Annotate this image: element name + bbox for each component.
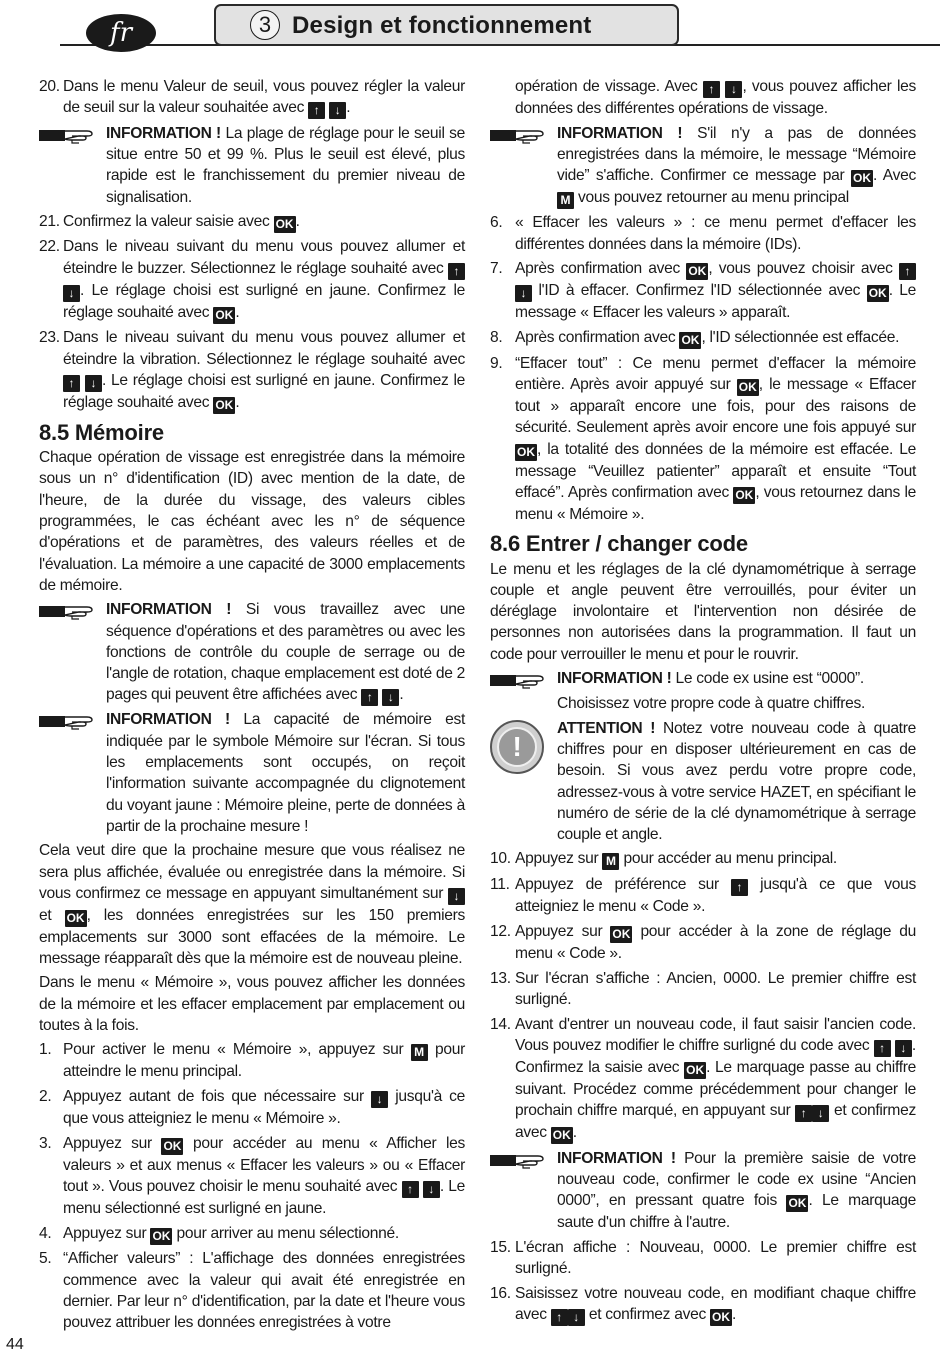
menu-m-key-icon: M [602, 853, 619, 870]
list-item [39, 1039, 465, 1082]
information-label: INFORMATION ! [557, 1149, 676, 1167]
exclamation-warning-icon: ! [490, 720, 544, 774]
item-text: L'écran affiche : Nouveau, 0000. Le premier chiffre est surligné. [515, 1238, 916, 1277]
down-arrow-key-icon: ↓ [371, 1091, 388, 1108]
list-item [39, 1133, 465, 1220]
up-arrow-key-icon: ↑ [703, 81, 720, 98]
information-text: . [399, 686, 404, 704]
up-arrow-key-icon: ↑ [551, 1309, 568, 1326]
paragraph-text: Cela veut dire que la prochaine mesure que vous réalisez ne sera plus affichée, évaluée ou enregistrée dans la mémoire. Si vous confirmez ce message en appuyant simultanément sur [39, 842, 465, 902]
down-arrow-key-icon: ↓ [63, 285, 80, 302]
item-text: Appuyez sur [63, 1224, 147, 1242]
list-item [490, 968, 916, 1011]
item-number: 13. [490, 969, 511, 987]
ok-key-icon: OK [275, 216, 294, 231]
item-text: “Afficher valeurs” : L'affichage des données enregistrées commence avec la valeur qui avait été enregistrée en dernier. Par leur n° d'identification, par la date et l'heure vous pouvez attribuer les données enregistrées à votre [63, 1250, 465, 1332]
information-text: La plage de réglage pour le seuil se situe entre 50 et 99 %. Plus le seuil est élevé, plus rapide est le franchissement du premier niveau de signalisation. [106, 124, 465, 206]
up-arrow-key-icon: ↑ [795, 1105, 812, 1122]
item-text: . Le réglage choisi est surligné en jaune. Confirmez le réglage souhaité avec [63, 281, 465, 321]
item-text: l'ID à effacer. Confirmez l'ID sélectionnée avec [538, 282, 861, 300]
item-text: pour accéder au menu « Afficher les valeurs » et aux menus « Effacer les valeurs » ou « Effacer tout ». Vous pouvez choisir le menu souhaité avec [63, 1134, 465, 1196]
pointing-hand-icon [39, 602, 95, 620]
item-number: 16. [490, 1284, 511, 1302]
list-item-continuation [490, 76, 916, 119]
list-item [39, 1223, 465, 1245]
item-number: 7. [490, 260, 503, 278]
list-item [490, 212, 916, 255]
down-arrow-key-icon: ↓ [423, 1181, 440, 1198]
item-text: et confirmez avec [588, 1305, 706, 1323]
item-text: Dans le niveau suivant du menu vous pouvez allumer et éteindre le buzzer. Sélectionnez le réglage souhaité avec [63, 238, 465, 277]
list-item [39, 76, 465, 119]
item-text: Appuyez de préférence sur [515, 875, 719, 893]
item-text: . [346, 99, 351, 117]
item-number: 8. [490, 329, 503, 347]
down-arrow-key-icon: ↓ [448, 888, 465, 905]
item-text: Après confirmation avec [515, 329, 676, 347]
item-number: 15. [490, 1238, 511, 1256]
list-item [490, 1014, 916, 1145]
item-text: . Confirmez la saisie avec [515, 1036, 916, 1076]
list-item [39, 211, 465, 233]
up-arrow-key-icon: ↑ [308, 102, 325, 119]
up-arrow-key-icon: ↑ [361, 689, 378, 706]
paragraph-text: et [39, 906, 52, 924]
item-text: et confirmez avec [515, 1102, 916, 1142]
item-text: Pour activer le menu « Mémoire », appuyez sur [63, 1041, 404, 1059]
item-text: “Effacer tout” : Ce menu permet d'effacer la mémoire entière. Après avoir appuyé sur [515, 354, 916, 394]
item-number: 9. [490, 354, 503, 372]
paragraph: Dans le menu « Mémoire », vous pouvez afficher les données de la mémoire et les effacer emplacement par emplacement ou toutes à la fois. [39, 974, 465, 1034]
item-number: 1. [39, 1041, 52, 1059]
down-arrow-key-icon: ↓ [812, 1105, 829, 1122]
information-text: Si vous travaillez avec une séquence d'opérations et des paramètres ou avec les fonctions de contrôle du couple de serrage ou de l'angle de rotation, chaque emplacement est doté de 2 pages qui peuvent être affichées avec [106, 601, 465, 704]
ok-key-icon: OK [215, 397, 234, 412]
menu-m-key-icon: M [411, 1044, 428, 1061]
up-arrow-key-icon: ↑ [899, 263, 916, 280]
ok-key-icon: OK [735, 487, 754, 502]
item-number: 6. [490, 214, 503, 232]
paragraph-text: , les données enregistrées sur les 150 premiers emplacements sur 3000 sont effacées de la mémoire. Le message réapparaît dès que la mémoire est de nouveau pleine. [39, 906, 465, 968]
item-text: jusqu'à ce que vous atteigniez le menu « Mémoire ». [63, 1088, 465, 1128]
list-item [490, 921, 916, 964]
section-heading-memoire: 8.5 Mémoire [39, 419, 164, 445]
up-arrow-key-icon: ↑ [448, 263, 465, 280]
information-text: . Avec [873, 167, 916, 185]
down-arrow-key-icon: ↓ [515, 285, 532, 302]
ok-key-icon: OK [788, 1196, 807, 1211]
up-arrow-key-icon: ↑ [402, 1181, 419, 1198]
information-text: S'il n'y a pas de données enregistrées dans la mémoire, le message “Mémoire vide” s'affiche. Confirmer ce message par [557, 124, 916, 185]
ok-key-icon: OK [688, 264, 707, 279]
information-note [490, 123, 916, 210]
information-text: Pour la première saisie de votre nouveau code, confirmer le code ex usine “Ancien 0000”, en pressant quatre fois [557, 1149, 916, 1210]
item-text: . [295, 212, 300, 230]
item-number: 2. [39, 1088, 52, 1106]
item-text: . [572, 1124, 577, 1142]
item-text: pour atteindre le menu principal. [63, 1041, 465, 1081]
item-number: 11. [490, 875, 510, 893]
ok-key-icon: OK [215, 307, 234, 322]
chapter-number: 3 [250, 10, 280, 40]
item-number: 5. [39, 1250, 52, 1268]
item-text: , vous retournez dans le menu « Mémoire ». [515, 483, 916, 523]
item-number: 20. [39, 78, 60, 95]
pointing-hand-icon [490, 1151, 546, 1169]
pointing-hand-icon [490, 126, 546, 144]
item-text: Saisissez votre nouveau code, en modifiant chaque chiffre avec [515, 1284, 916, 1323]
ok-key-icon: OK [868, 286, 887, 301]
page-number: 44 [6, 1336, 24, 1353]
information-note [39, 123, 465, 208]
list-item [490, 258, 916, 323]
item-text: Appuyez autant de fois que nécessaire sur [63, 1088, 364, 1106]
pointing-hand-icon [39, 712, 95, 730]
attention-label: ATTENTION ! [557, 719, 656, 737]
item-text: Confirmez la valeur saisie avec [63, 212, 270, 230]
attention-text: Notez votre nouveau code à quatre chiffres pour en disposer ultérieurement en cas de besoin. Si vous avez perdu votre propre code, adressez-vous à votre service HAZET, en spécifiant le numéro de série de la clé dynamométrique à serrage couple et angle. [557, 719, 916, 844]
information-text: . Le marquage saute d'un chiffre à l'autre. [557, 1192, 916, 1232]
ok-key-icon: OK [612, 926, 631, 941]
list-item [490, 1237, 916, 1280]
item-text: , vous pouvez afficher les données des différentes opérations de vissage. [515, 78, 916, 117]
chapter-title-box [214, 4, 679, 46]
item-number: 22. [39, 238, 60, 256]
list-item [490, 353, 916, 525]
pointing-hand-icon [490, 671, 546, 689]
down-arrow-key-icon: ↓ [568, 1309, 585, 1326]
up-arrow-key-icon: ↑ [874, 1040, 891, 1057]
menu-m-key-icon: M [557, 192, 574, 209]
information-label: INFORMATION ! [557, 124, 683, 142]
item-text: , vous pouvez choisir avec [708, 260, 893, 278]
item-number: 14. [490, 1015, 511, 1033]
item-text: jusqu'à ce que vous atteigniez le menu « Code ». [515, 875, 916, 915]
item-number: 4. [39, 1224, 52, 1242]
item-number: 3. [39, 1134, 52, 1152]
attention-note [490, 718, 916, 846]
down-arrow-key-icon: ↓ [725, 81, 742, 98]
item-text: « Effacer les valeurs » : ce menu permet d'effacer les différentes données dans la mémoire (IDs). [515, 214, 916, 253]
item-text: , le message « Effacer tout » apparaît encore une fois, pour des raisons de sécurité. Seulement après avoir encore une fois appuyé sur [515, 376, 916, 437]
ok-key-icon: OK [712, 1309, 730, 1324]
item-text: Après confirmation avec [515, 260, 680, 278]
item-text: Dans le menu Valeur de seuil, vous pouvez régler la valeur de seuil sur la valeur souhaitée avec [63, 78, 465, 117]
item-text: . Le marquage passe au chiffre suivant. Procédez comme précédemment pour changer le prochain chiffre marqué, en appuyant sur [515, 1058, 916, 1120]
item-text: , la totalité des données de la mémoire est effacée. Le message “Veuillez patienter” apparaît et ensuite “Tout effacé”. Après confirmation avec [515, 440, 916, 501]
ok-key-icon: OK [738, 380, 757, 395]
up-arrow-key-icon: ↑ [63, 375, 80, 392]
item-text: . [235, 303, 240, 321]
ok-key-icon: OK [163, 1138, 182, 1153]
up-arrow-key-icon: ↑ [731, 879, 748, 896]
item-text: opération de vissage. Avec [515, 78, 698, 95]
item-text: pour accéder au menu principal. [623, 850, 837, 868]
information-text: La capacité de mémoire est indiquée par le symbole Mémoire sur l'écran. Si tous les emplacements sont occupés, on reçoit l'information suivante accompagnée du clignotement du voyant jaune : Mémoire pleine, perte de données à partir de la prochaine mesure ! [106, 711, 465, 835]
language-badge: fr [86, 14, 156, 52]
item-text: . Le menu sélectionné est surligné en jaune. [63, 1178, 465, 1218]
item-text: Sur l'écran s'affiche : Ancien, 0000. Le premier chiffre est surligné. [515, 969, 916, 1008]
ok-key-icon: OK [152, 1228, 171, 1243]
pointing-hand-icon [39, 126, 95, 144]
ok-key-icon: OK [686, 1062, 705, 1077]
item-text: Appuyez sur [515, 922, 603, 940]
item-text: . [732, 1305, 737, 1323]
list-item [490, 848, 916, 870]
paragraph [39, 840, 465, 969]
information-text: Choisissez votre propre code à quatre chiffres. [557, 695, 866, 713]
item-number: 10. [490, 850, 511, 868]
item-text: Appuyez sur [515, 850, 599, 868]
item-text: Dans le niveau suivant du menu vous pouvez allumer et éteindre la vibration. Sélectionnez le réglage souhaité avec [63, 329, 465, 368]
item-text: Appuyez sur [63, 1134, 152, 1152]
paragraph: Chaque opération de vissage est enregistrée dans la mémoire sous un n° d'identification (ID) avec mention de la date, de l'heure, de la durée du vissage, des valeurs cibles programmées, le cas échéant avec les n° de séquence d'opérations et de paramètres, des valeurs réelles et de l'évaluation. La mémoire a une capacité de 3000 emplacements de mémoire. [39, 449, 465, 594]
down-arrow-key-icon: ↓ [382, 689, 399, 706]
section-heading-code: 8.6 Entrer / changer code [490, 531, 748, 557]
chapter-title: Design et fonctionnement [292, 12, 592, 39]
list-item [39, 1248, 465, 1333]
item-text: , l'ID sélectionnée est effacée. [701, 329, 900, 347]
ok-key-icon: OK [853, 171, 872, 186]
item-text: Avant d'entrer un nouveau code, il faut saisir l'ancien code. Vous pouvez modifier le chiffre surligné du code avec [515, 1015, 916, 1054]
ok-key-icon: OK [552, 1128, 571, 1143]
item-text: . Le message « Effacer les valeurs » apparaît. [515, 282, 916, 322]
information-text: vous pouvez retourner au menu principal [578, 189, 849, 207]
information-note [39, 709, 465, 837]
information-note [490, 668, 916, 715]
information-note [490, 1148, 916, 1234]
information-label: INFORMATION ! [106, 711, 230, 729]
down-arrow-key-icon: ↓ [895, 1040, 912, 1057]
information-note [39, 599, 465, 706]
information-text: Le code ex usine est “0000”. [675, 670, 864, 688]
information-label: INFORMATION ! [106, 124, 221, 142]
list-item [39, 327, 465, 414]
right-column [490, 76, 916, 1329]
item-text: . [235, 393, 240, 411]
list-item [39, 236, 465, 323]
list-item [490, 1283, 916, 1326]
list-item [39, 1086, 465, 1129]
item-text: pour accéder à la zone de réglage du menu « Code ». [515, 922, 916, 962]
information-label: INFORMATION ! [557, 670, 672, 688]
information-label: INFORMATION ! [106, 601, 232, 619]
list-item [490, 874, 916, 917]
left-column [39, 76, 465, 1337]
item-number: 23. [39, 329, 60, 347]
item-text: . Le réglage choisi est surligné en jaune. Confirmez le réglage souhaité avec [63, 371, 465, 411]
down-arrow-key-icon: ↓ [85, 375, 102, 392]
ok-key-icon: OK [681, 333, 700, 348]
item-number: 21. [39, 212, 60, 230]
down-arrow-key-icon: ↓ [329, 102, 346, 119]
list-item [490, 327, 916, 349]
item-number: 12. [490, 922, 511, 940]
ok-key-icon: OK [66, 910, 85, 925]
paragraph: Le menu et les réglages de la clé dynamométrique à serrage couple et angle peuvent être verrouillés, pour éviter un déréglage involontaire et l'intervention non désirée de personnes non autorisées dans la programmation. Il faut un code pour verrouiller le menu et pour le rouvrir. [490, 560, 916, 663]
item-text: pour arriver au menu sélectionné. [176, 1224, 399, 1242]
ok-key-icon: OK [517, 444, 535, 459]
